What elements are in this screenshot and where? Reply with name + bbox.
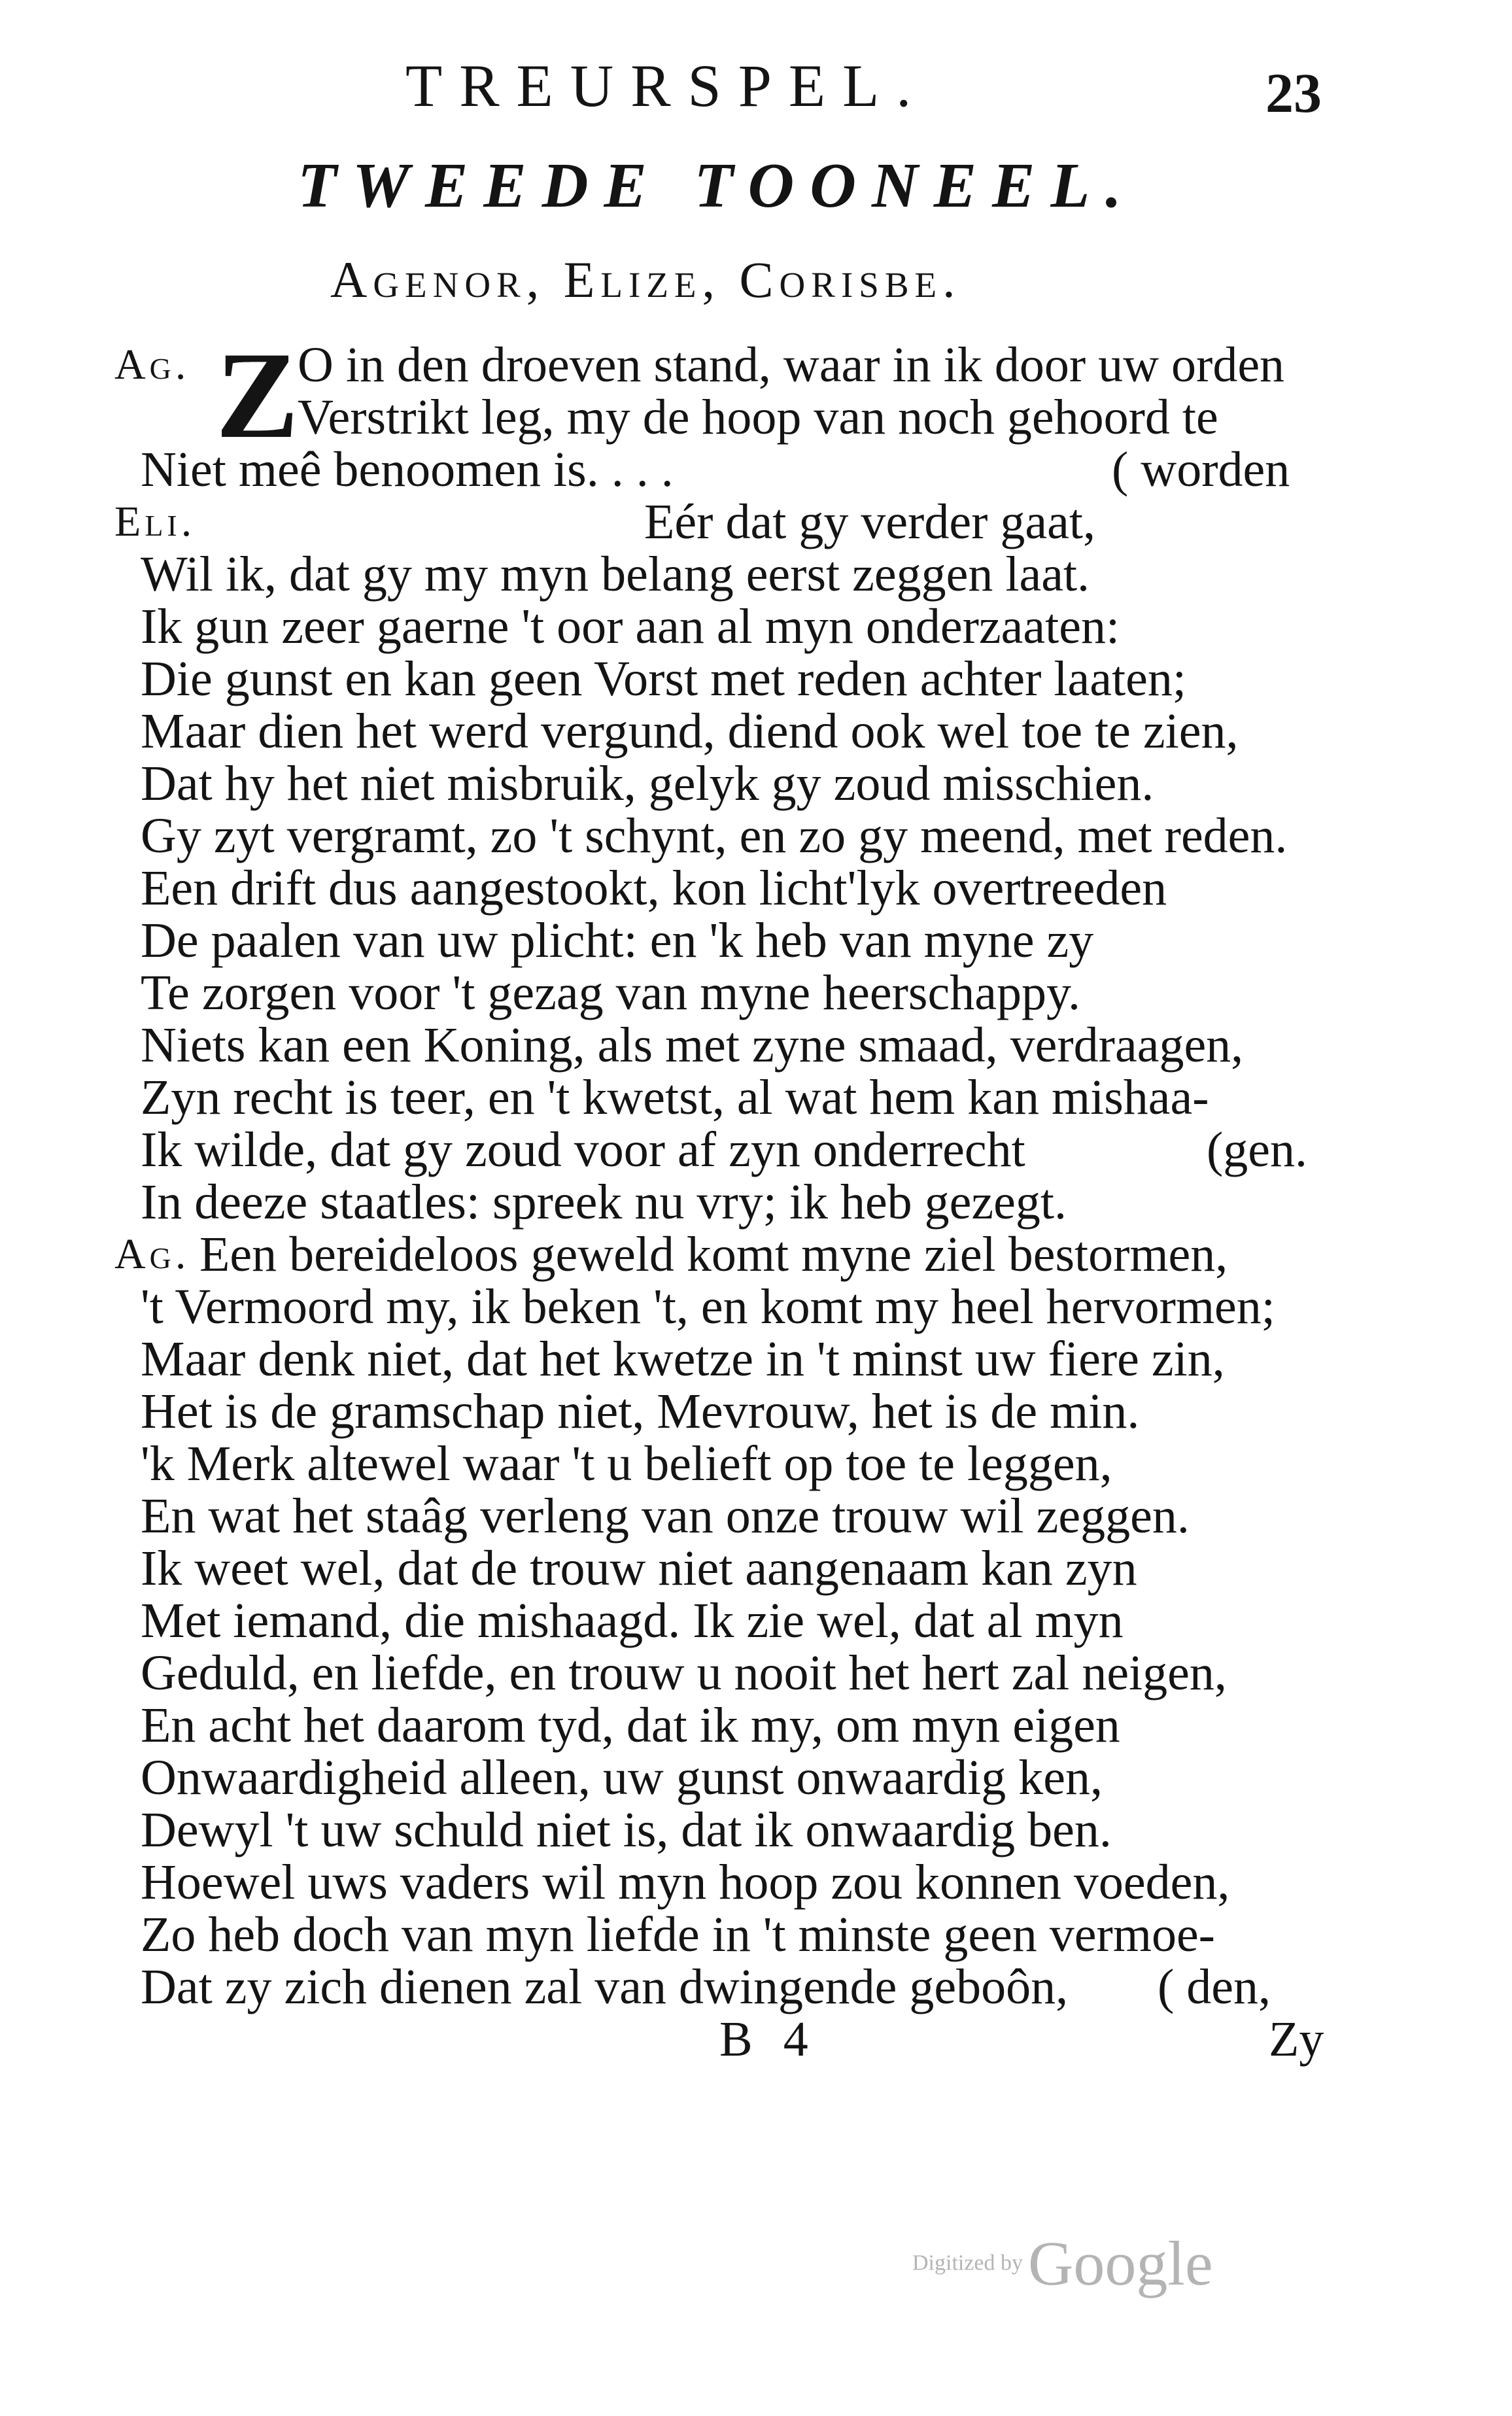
verse-turnover: ( worden: [1112, 442, 1290, 497]
verse-line: Maar dien het werd vergund, diend ook wel toe te zien,: [141, 704, 1239, 759]
verse-line: De paalen van uw plicht: en 'k heb van myne zy: [141, 913, 1094, 968]
verse-line: Een bereideloos geweld komt myne ziel bestormen,: [199, 1227, 1228, 1282]
verse-line: Verstrikt leg, my de hoop van noch gehoord te: [298, 390, 1218, 445]
verse-line: Ik weet wel, dat de trouw niet aangenaam kan zyn: [141, 1541, 1137, 1596]
speaker-label: Ag.: [114, 341, 190, 388]
verse-line: Te zorgen voor 't gezag van myne heerschappy.: [141, 965, 1081, 1020]
cast-list: Agenor, Elize, Corisbe.: [330, 251, 961, 308]
verse-line: Ik wilde, dat gy zoud voor af zyn onderrecht: [141, 1122, 1025, 1177]
verse-line: Niet meê benoomen is. . . .: [141, 442, 674, 497]
verse-line: Zyn recht is teer, en 't kwetst, al wat hem kan mishaa-: [141, 1070, 1209, 1125]
scene-title: TWEEDE TOONEEL.: [298, 150, 1137, 221]
verse-line: Het is de gramschap niet, Mevrouw, het is de min.: [141, 1384, 1140, 1439]
verse-line: Met iemand, die mishaagd. Ik zie wel, dat al myn: [141, 1593, 1124, 1648]
verse-line: Wil ik, dat gy my myn belang eerst zeggen laat.: [141, 547, 1090, 602]
verse-line: Onwaardigheid alleen, uw gunst onwaardig ken,: [141, 1750, 1103, 1805]
signature-mark: B 4: [719, 2012, 817, 2067]
verse-line: Een drift dus aangestookt, kon licht'lyk overtreeden: [141, 861, 1167, 916]
verse-line: Zo heb doch van myn liefde in 't minste geen vermoe-: [141, 1907, 1215, 1962]
speaker-label: Ag.: [114, 1230, 190, 1278]
page-number: 23: [1265, 61, 1322, 124]
verse-line: Ik gun zeer gaerne 't oor aan al myn onderzaaten:: [141, 599, 1120, 654]
verse-line: Hoewel uws vaders wil myn hoop zou konnen voeden,: [141, 1855, 1230, 1910]
verse-turnover: (gen.: [1207, 1122, 1308, 1177]
verse-line: Gy zyt vergramt, zo 't schynt, en zo gy meend, met reden.: [141, 808, 1288, 863]
verse-line: En wat het staâg verleng van onze trouw wil zeggen.: [141, 1489, 1190, 1544]
verse-line: Die gunst en kan geen Vorst met reden achter laaten;: [141, 651, 1186, 706]
verse-line: Eér dat gy verder gaat,: [644, 494, 1095, 549]
google-logo: Google: [1028, 2228, 1213, 2298]
verse-line: Dewyl 't uw schuld niet is, dat ik onwaardig ben.: [141, 1803, 1112, 1857]
watermark-prefix: Digitized by: [912, 2251, 1023, 2275]
verse-line: In deeze staatles: spreek nu vry; ik heb gezegt.: [141, 1175, 1067, 1230]
verse-line: Niets kan een Koning, als met zyne smaad, verdraagen,: [141, 1018, 1244, 1073]
catchword: Zy: [1269, 2012, 1324, 2067]
verse-line: Geduld, en liefde, en trouw u nooit het hert zal neigen,: [141, 1646, 1227, 1700]
verse-line: O in den droeven stand, waar in ik door uw orden: [298, 337, 1285, 392]
speaker-label: Eli.: [114, 498, 196, 545]
verse-line: Maar denk niet, dat het kwetze in 't minst uw fiere zin,: [141, 1332, 1225, 1387]
verse-turnover: ( den,: [1158, 1959, 1271, 2014]
verse-line: Dat hy het niet misbruik, gelyk gy zoud misschien.: [141, 756, 1154, 811]
digitized-by-google-watermark: [912, 2227, 1213, 2300]
verse-line: 't Vermoord my, ik beken 't, en komt my heel hervormen;: [141, 1279, 1275, 1334]
verse-line: Dat zy zich dienen zal van dwingende geboôn,: [141, 1959, 1069, 2014]
verse-line: En acht het daarom tyd, dat ik my, om myn eigen: [141, 1698, 1120, 1753]
drop-cap: Z: [216, 327, 299, 464]
running-head: TREURSPEL.: [405, 52, 929, 119]
verse-line: 'k Merk altewel waar 't u belieft op toe te leggen,: [141, 1436, 1112, 1491]
